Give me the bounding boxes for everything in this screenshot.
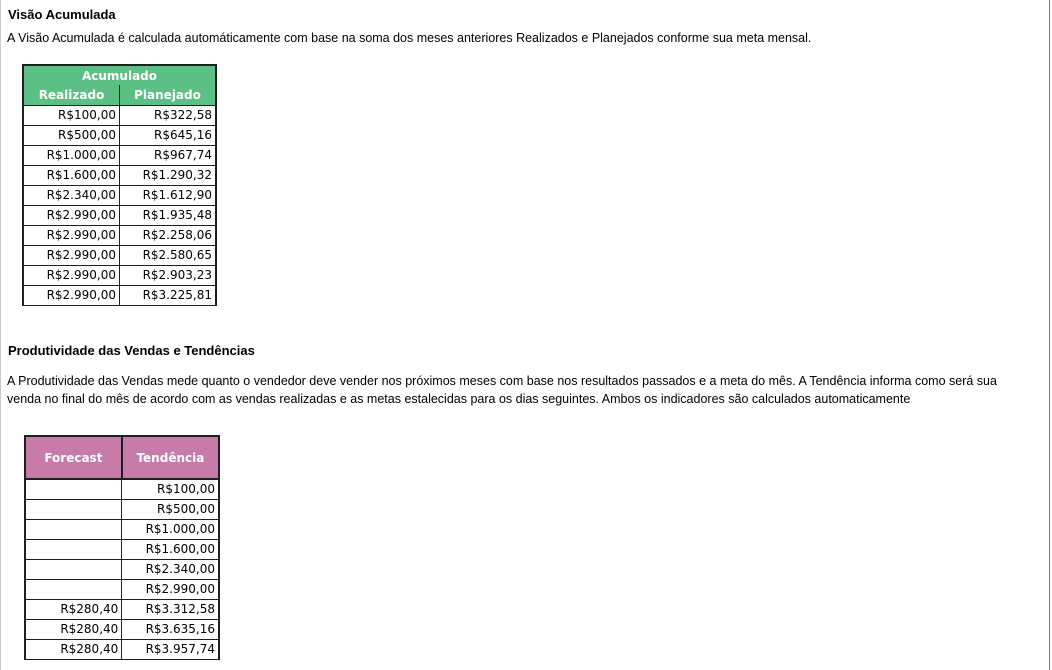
tendencia-cell: R$3.635,16: [122, 619, 219, 639]
table-row: [25, 499, 219, 519]
column-header-planejado: Planejado: [120, 85, 217, 105]
forecast-table-body: [25, 479, 219, 659]
column-header-forecast: Forecast: [25, 436, 122, 479]
table-row: [23, 245, 216, 265]
forecast-cell: [25, 519, 122, 539]
tendencia-cell: R$3.957,74: [122, 639, 219, 659]
planejado-cell: R$1.935,48: [120, 205, 217, 225]
table-row: [23, 125, 216, 145]
column-header-tendencia: Tendência: [122, 436, 219, 479]
table-row: [23, 205, 216, 225]
tendencia-cell: R$500,00: [122, 499, 219, 519]
planejado-cell: R$2.258,06: [120, 225, 217, 245]
table-row: [23, 265, 216, 285]
planejado-cell: R$645,16: [120, 125, 217, 145]
table-row: [25, 619, 219, 639]
accumulated-group-header: Acumulado: [23, 65, 216, 85]
table-row: [25, 559, 219, 579]
section2-description-line2: venda no final do mês de acordo com as vendas realizadas e as metas estalecidas para os dias seguintes. Ambos os indicadores são calculados automaticamente: [7, 392, 911, 406]
forecast-cell: R$280,40: [25, 639, 122, 659]
forecast-cell: [25, 579, 122, 599]
tendencia-cell: R$1.000,00: [122, 519, 219, 539]
section2-description-line1: A Produtividade das Vendas mede quanto o vendedor deve vender nos próximos meses com base nos resultados passados e a meta do mês. A Tendência informa como será sua: [7, 374, 997, 388]
section2-title: Produtividade das Vendas e Tendências: [8, 343, 255, 358]
table-row: [23, 165, 216, 185]
table-row: [23, 285, 216, 305]
realizado-cell: R$2.990,00: [23, 265, 120, 285]
table-row: [25, 599, 219, 619]
tendencia-cell: R$3.312,58: [122, 599, 219, 619]
accumulated-table-body: [23, 105, 216, 305]
forecast-cell: R$280,40: [25, 619, 122, 639]
forecast-cell: [25, 499, 122, 519]
tendencia-cell: R$1.600,00: [122, 539, 219, 559]
planejado-cell: R$322,58: [120, 105, 217, 125]
forecast-cell: [25, 479, 122, 499]
accumulated-table: [22, 64, 217, 306]
table-row: [25, 519, 219, 539]
planejado-cell: R$1.290,32: [120, 165, 217, 185]
column-header-realizado: Realizado: [23, 85, 120, 105]
planejado-cell: R$2.580,65: [120, 245, 217, 265]
realizado-cell: R$100,00: [23, 105, 120, 125]
section1-title: Visão Acumulada: [8, 7, 116, 22]
forecast-cell: [25, 539, 122, 559]
realizado-cell: R$2.990,00: [23, 205, 120, 225]
planejado-cell: R$3.225,81: [120, 285, 217, 305]
tendencia-cell: R$2.340,00: [122, 559, 219, 579]
table-row: [23, 185, 216, 205]
forecast-cell: [25, 559, 122, 579]
realizado-cell: R$1.000,00: [23, 145, 120, 165]
table-row: [25, 539, 219, 559]
tendencia-cell: R$2.990,00: [122, 579, 219, 599]
realizado-cell: R$2.990,00: [23, 245, 120, 265]
planejado-cell: R$2.903,23: [120, 265, 217, 285]
realizado-cell: R$500,00: [23, 125, 120, 145]
planejado-cell: R$967,74: [120, 145, 217, 165]
table-row: [23, 145, 216, 165]
table-row: [23, 105, 216, 125]
table-row: [25, 579, 219, 599]
table-row: [23, 225, 216, 245]
tendencia-cell: R$100,00: [122, 479, 219, 499]
forecast-cell: R$280,40: [25, 599, 122, 619]
planejado-cell: R$1.612,90: [120, 185, 217, 205]
realizado-cell: R$2.990,00: [23, 285, 120, 305]
realizado-cell: R$1.600,00: [23, 165, 120, 185]
table-row: [25, 479, 219, 499]
table-row: [25, 639, 219, 659]
realizado-cell: R$2.990,00: [23, 225, 120, 245]
realizado-cell: R$2.340,00: [23, 185, 120, 205]
section1-description: A Visão Acumulada é calculada automáticamente com base na soma dos meses anteriores Realizados e Planejados conforme sua meta mensal.: [7, 31, 812, 45]
forecast-table: [24, 435, 220, 660]
